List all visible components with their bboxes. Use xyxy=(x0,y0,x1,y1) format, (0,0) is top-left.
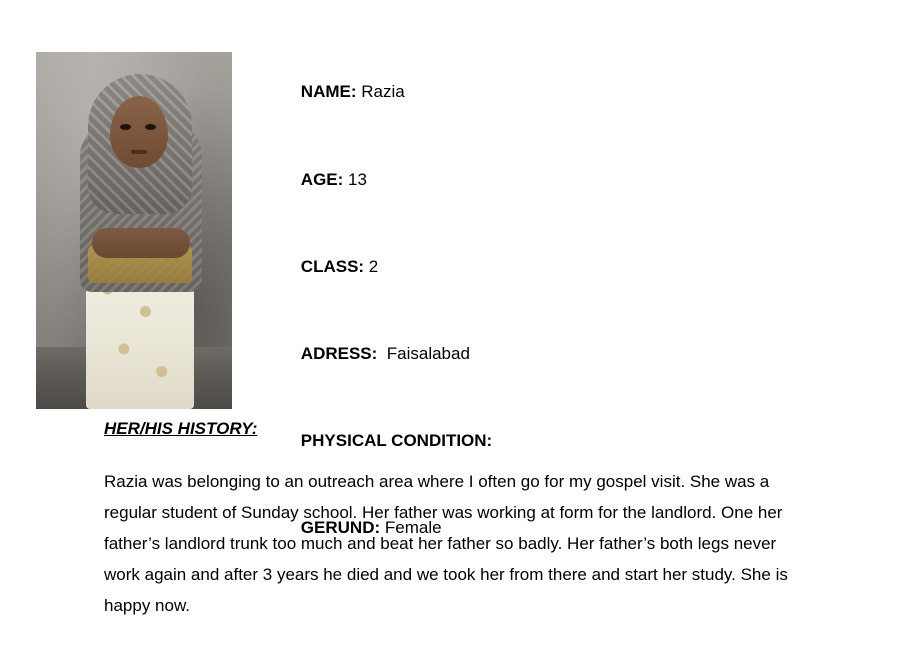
field-age-value: 13 xyxy=(343,169,367,189)
history-paragraph: Razia was belonging to an outreach area where I often go for my gospel visit. She was a regular student of Sunday school. Her father was working at form for the landlord. One her father’s landlord trunk too much and beat her father so badly. Her father’s both legs never work again and after 3 years he died and we took her from there and start her study. She is happy now. xyxy=(104,472,788,615)
photo-arms xyxy=(92,228,190,258)
field-class-value: 2 xyxy=(364,256,379,276)
student-portrait-photo xyxy=(36,52,232,409)
field-gerund-value: Female xyxy=(380,518,442,538)
photo-face xyxy=(110,96,168,168)
field-physical-condition-label: PHYSICAL CONDITION: xyxy=(300,431,493,451)
field-gerund-label: GERUND: xyxy=(300,518,381,538)
field-class xyxy=(263,236,492,297)
field-name-value: Razia xyxy=(356,82,405,102)
field-name xyxy=(263,62,492,123)
field-address-value: Faisalabad xyxy=(377,343,470,363)
photo-mouth xyxy=(131,150,147,154)
field-address xyxy=(263,324,492,385)
field-address-label: ADRESS: xyxy=(300,343,378,363)
field-age-label: AGE: xyxy=(300,169,344,189)
field-physical-condition xyxy=(263,411,492,472)
history-heading: HER/HIS HISTORY: xyxy=(104,419,258,438)
photo-eye-right xyxy=(145,124,156,130)
field-class-label: CLASS: xyxy=(300,256,365,276)
field-age xyxy=(263,149,492,210)
field-name-label: NAME: xyxy=(300,82,357,102)
photo-eye-left xyxy=(120,124,131,130)
